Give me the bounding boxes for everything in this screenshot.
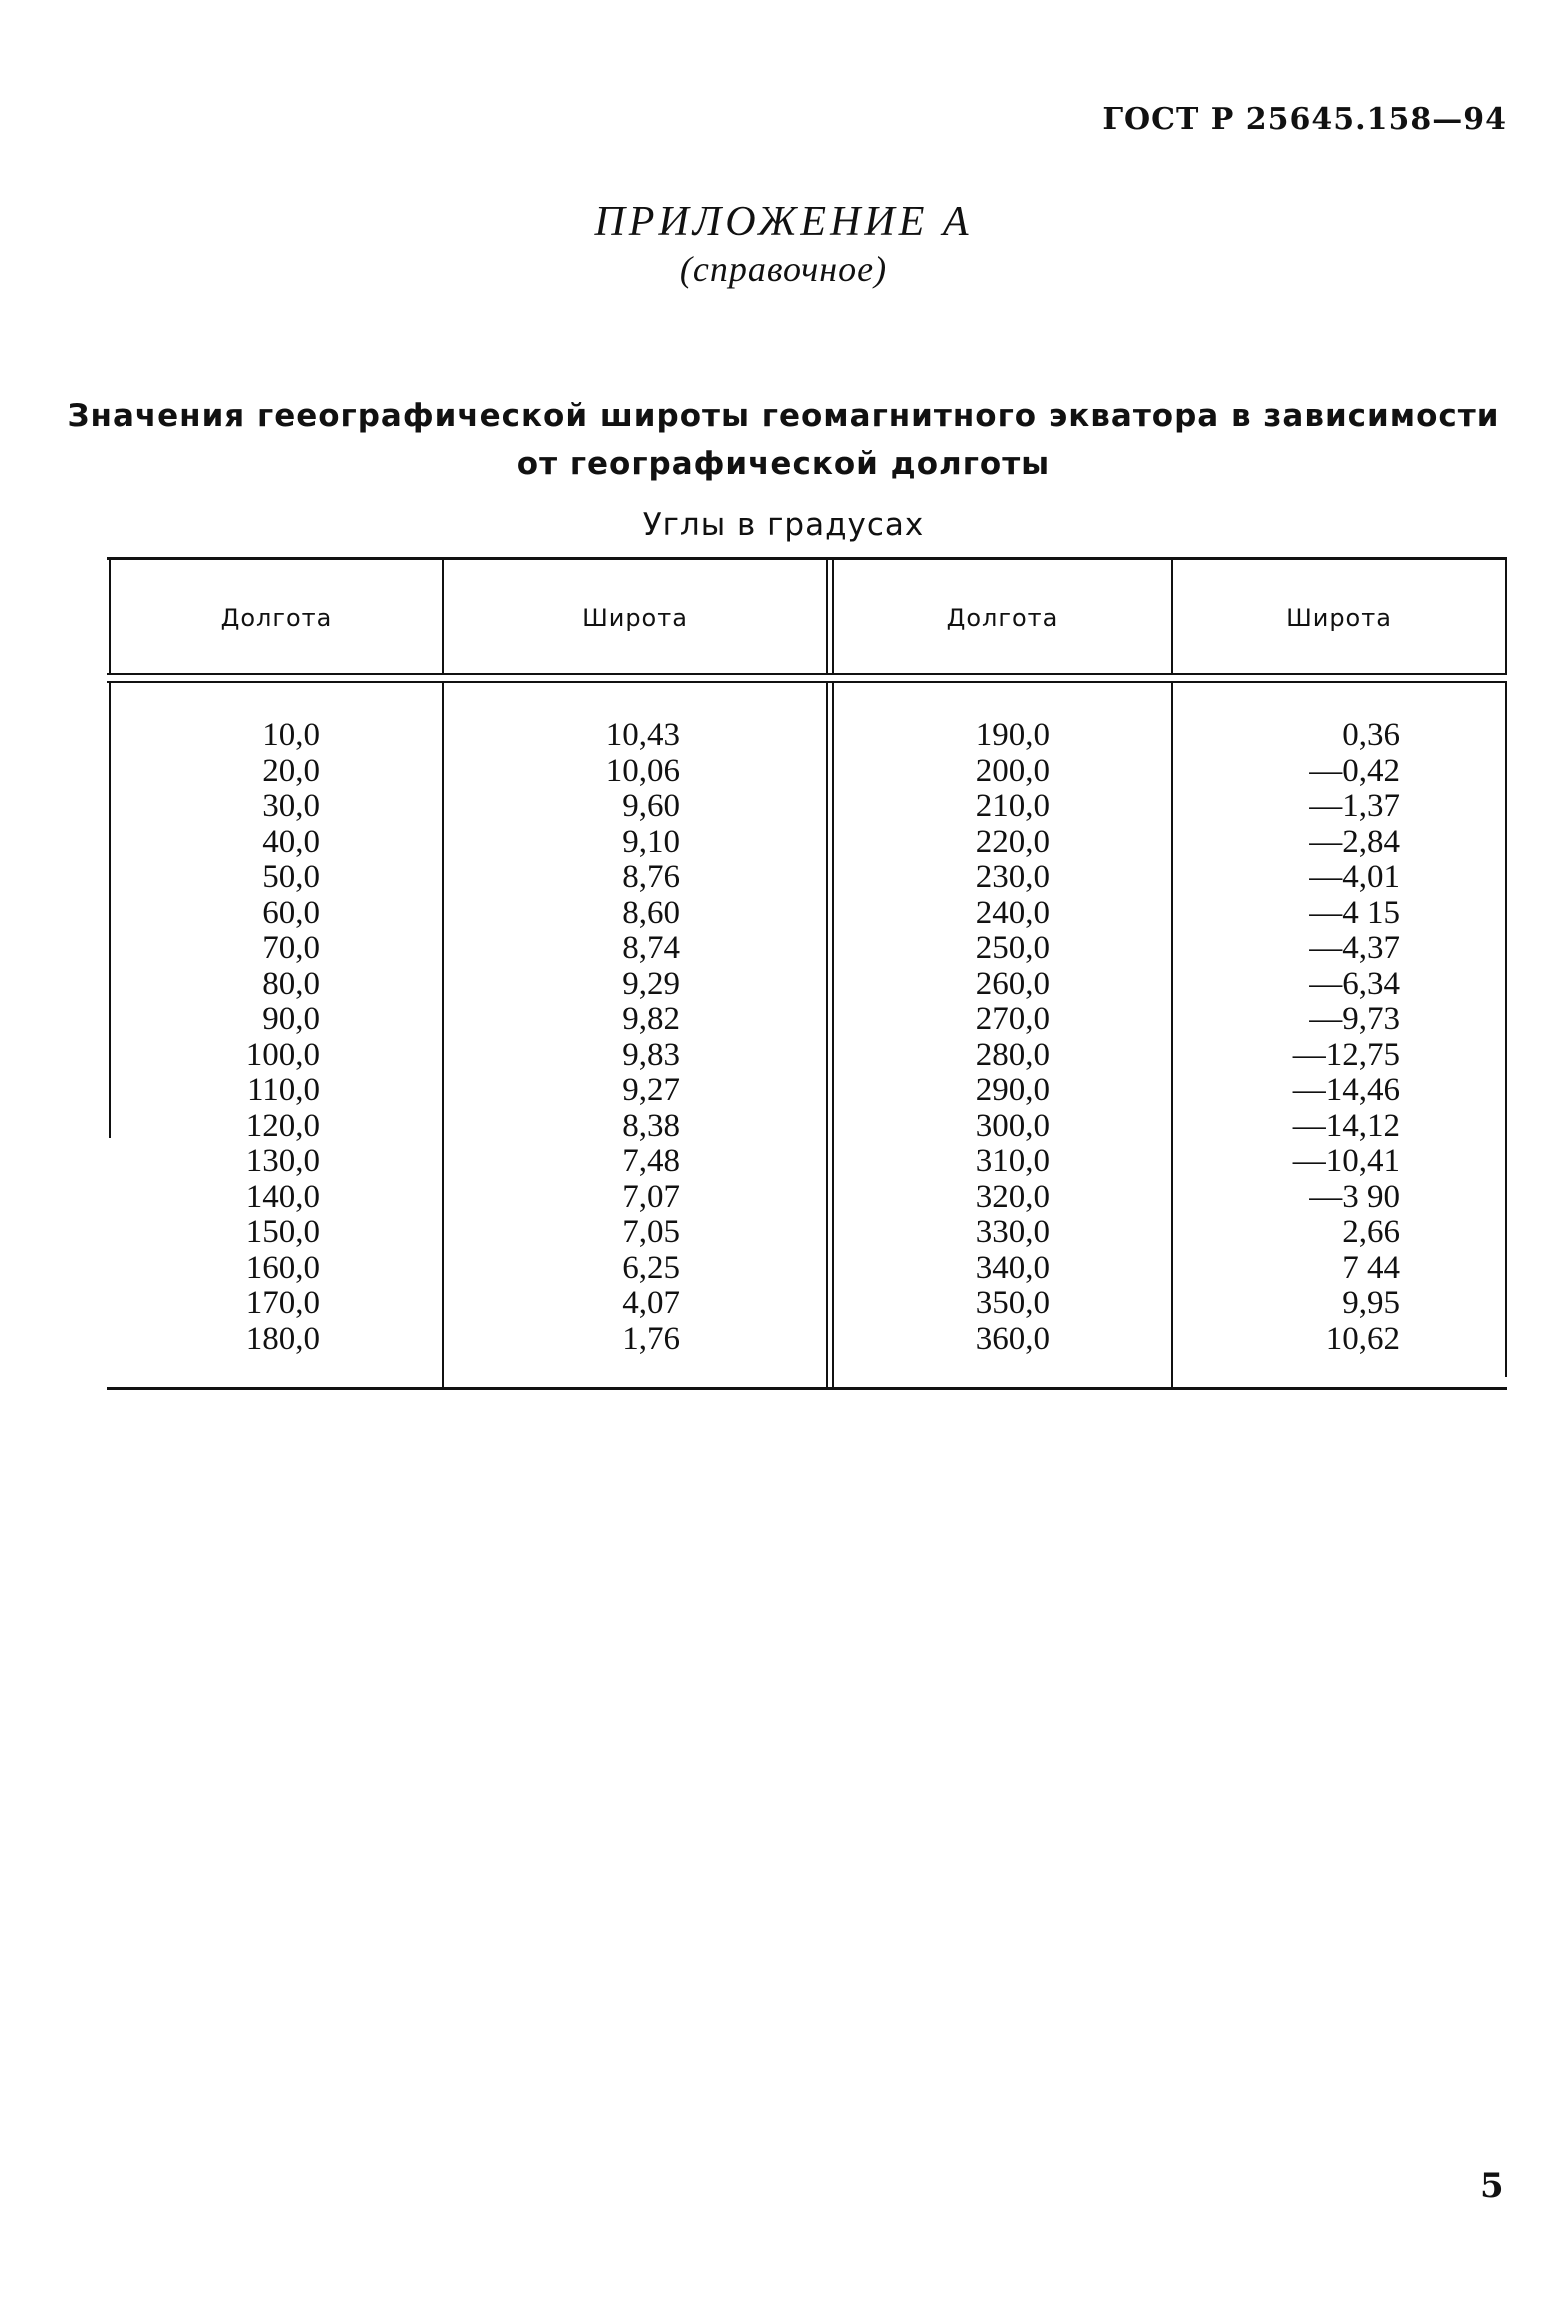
table-cell: 350,0 xyxy=(975,1285,1050,1321)
page-number: 5 xyxy=(1480,2166,1504,2206)
table-cell: 9,29 xyxy=(622,965,680,1002)
table-cell: 330,0 xyxy=(975,1214,1050,1250)
column-divider xyxy=(1171,683,1173,1387)
table-cell: 50,0 xyxy=(262,859,320,895)
table-cell: 10,43 xyxy=(605,717,680,753)
column-divider-double xyxy=(832,683,834,1387)
table-cell: 110,0 xyxy=(246,1072,320,1108)
standard-code: ГОСТ Р 25645.158—94 xyxy=(1102,102,1507,137)
table-cell: 180,0 xyxy=(245,1320,320,1357)
table-cell: —0,42 xyxy=(1309,752,1400,789)
table-cell: 160,0 xyxy=(245,1249,320,1286)
table-left-border xyxy=(109,683,111,1138)
column-divider xyxy=(442,683,444,1387)
table-cell: 7,07 xyxy=(622,1178,680,1215)
table-cell: 190,0 xyxy=(975,717,1050,753)
table-cell: 10,62 xyxy=(1325,1320,1400,1357)
table-cell: 9,83 xyxy=(622,1036,680,1073)
table-cell: 70,0 xyxy=(262,930,320,966)
table-cell: 310,0 xyxy=(975,1143,1050,1179)
table-cell: 150,0 xyxy=(245,1214,320,1250)
table-cell: 1,76 xyxy=(622,1320,680,1357)
table-cell: 7,05 xyxy=(622,1214,680,1250)
table-title-line-1: Значения гееографической широты геомагнитного экватора в зависимости xyxy=(67,398,1500,434)
table-cell: 40,0 xyxy=(262,823,320,860)
table-cell: 6,25 xyxy=(622,1249,680,1286)
table-cell: 9,82 xyxy=(622,1001,680,1037)
column-divider-double xyxy=(826,560,828,673)
table-cell: —12,75 xyxy=(1292,1036,1400,1073)
table-cell: 8,38 xyxy=(622,1107,680,1144)
table-cell: 170,0 xyxy=(245,1285,320,1321)
table-cell: 8,74 xyxy=(622,930,680,966)
table-cell: 130,0 xyxy=(245,1143,320,1179)
table-cell: 60,0 xyxy=(262,894,320,931)
table-bottom-rule xyxy=(107,1387,1507,1390)
table-cell: 7 44 xyxy=(1342,1249,1400,1286)
table-cell: 300,0 xyxy=(975,1107,1050,1144)
table-cell: 30,0 xyxy=(262,788,320,824)
table-cell: 9,10 xyxy=(622,823,680,860)
table-cell: 8,60 xyxy=(622,894,680,931)
table-title-line-2: от географической долготы xyxy=(516,446,1051,482)
column-longitude-1 xyxy=(200,718,320,1357)
table-right-border xyxy=(1505,683,1507,1377)
table-cell: 220,0 xyxy=(975,823,1050,860)
table-cell: 360,0 xyxy=(975,1320,1050,1357)
table-cell: 2,66 xyxy=(1342,1214,1400,1250)
table-cell: 140,0 xyxy=(245,1178,320,1215)
table-cell: 0,36 xyxy=(1342,717,1400,753)
table-cell: —6,34 xyxy=(1309,965,1400,1002)
table-cell: 290,0 xyxy=(975,1072,1050,1108)
table-header-rule-2 xyxy=(107,681,1507,683)
units-note: Углы в градусах xyxy=(642,507,925,543)
table-cell: 320,0 xyxy=(975,1178,1050,1215)
table-cell: —3 90 xyxy=(1309,1178,1400,1215)
table-cell: 7,48 xyxy=(622,1143,680,1179)
table-cell: —14,12 xyxy=(1292,1107,1400,1144)
header-latitude-1: Широта xyxy=(582,604,688,632)
table-cell: —14,46 xyxy=(1292,1072,1400,1108)
table-cell: 230,0 xyxy=(975,859,1050,895)
column-latitude-2 xyxy=(1250,718,1400,1357)
table-cell: —4,01 xyxy=(1309,859,1400,895)
table-cell: 4,07 xyxy=(622,1285,680,1321)
table-cell: 200,0 xyxy=(975,752,1050,789)
table-cell: 8,76 xyxy=(622,859,680,895)
table-cell: —4 15 xyxy=(1309,894,1400,931)
table-cell: 120,0 xyxy=(245,1107,320,1144)
table-cell: 9,95 xyxy=(1342,1285,1400,1321)
table-cell: 10,06 xyxy=(605,752,680,789)
appendix-title: ПРИЛОЖЕНИЕ А xyxy=(594,199,973,245)
table-cell: 9,27 xyxy=(622,1072,680,1108)
table-cell: —9,73 xyxy=(1309,1001,1400,1037)
table-cell: 270,0 xyxy=(975,1001,1050,1037)
column-latitude-1 xyxy=(540,718,680,1357)
table-header-rule-1 xyxy=(107,673,1507,675)
column-longitude-2 xyxy=(920,718,1050,1357)
table-cell: 340,0 xyxy=(975,1249,1050,1286)
table-right-border xyxy=(1505,560,1507,673)
table-cell: 80,0 xyxy=(262,965,320,1002)
table-top-rule xyxy=(107,557,1507,560)
table-cell: 250,0 xyxy=(975,930,1050,966)
header-longitude-1: Долгота xyxy=(220,604,333,632)
table-cell: 240,0 xyxy=(975,894,1050,931)
table-cell: 20,0 xyxy=(262,752,320,789)
table-cell: —1,37 xyxy=(1309,788,1400,824)
table-cell: 10,0 xyxy=(262,717,320,753)
header-longitude-2: Долгота xyxy=(946,604,1059,632)
table-cell: 100,0 xyxy=(245,1036,320,1073)
table-cell: —2,84 xyxy=(1309,823,1400,860)
table-cell: —10,41 xyxy=(1292,1143,1400,1179)
table-cell: 210,0 xyxy=(975,788,1050,824)
table-cell: —4,37 xyxy=(1309,930,1400,966)
header-latitude-2: Широта xyxy=(1286,604,1392,632)
table-cell: 9,60 xyxy=(622,788,680,824)
table-cell: 280,0 xyxy=(975,1036,1050,1073)
appendix-subtitle: (справочное) xyxy=(679,249,888,289)
table-cell: 260,0 xyxy=(975,965,1050,1002)
column-divider-double xyxy=(826,683,828,1387)
table-cell: 90,0 xyxy=(262,1001,320,1037)
